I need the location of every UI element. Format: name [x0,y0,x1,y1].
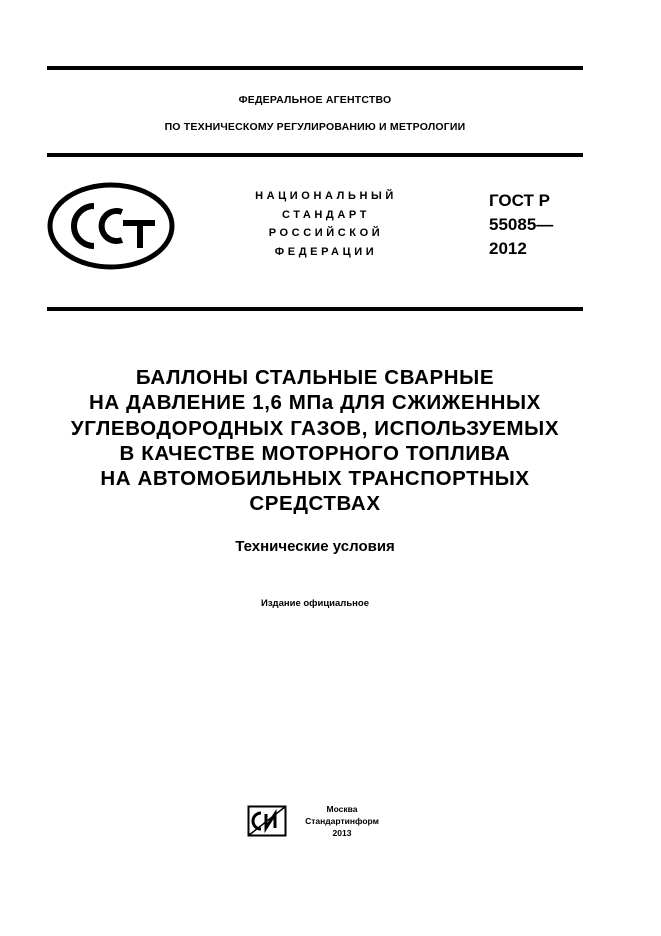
title-line: НА АВТОМОБИЛЬНЫХ ТРАНСПОРТНЫХ [100,467,530,491]
edition-note: Издание официальное [261,598,369,609]
standartinform-logo-icon [247,805,287,837]
standard-line: СТАНДАРТ [281,208,371,221]
title-line: УГЛЕВОДОРОДНЫХ ГАЗОВ, ИСПОЛЬЗУЕМЫХ [70,416,560,440]
document-title [60,365,570,517]
middle-rule [47,153,583,157]
gost-prefix: ГОСТ Р [489,191,550,210]
agency-subtitle: ПО ТЕХНИЧЕСКОМУ РЕГУЛИРОВАНИЮ И МЕТРОЛОГИИ [164,121,466,133]
publisher-city: Москва [326,804,358,814]
top-rule [47,66,583,70]
gost-year: 2012 [489,239,527,258]
title-line: СРЕДСТВАХ [249,492,381,516]
rst-emblem-icon [47,182,175,270]
federation-line: ФЕДЕРАЦИИ [274,245,378,258]
publisher-year: 2013 [332,828,352,838]
russian-line: РОССИЙСКОЙ [268,227,384,239]
document-subtitle: Технические условия [235,538,395,555]
national-line: НАЦИОНАЛЬНЫЙ [255,190,397,202]
title-line: НА ДАВЛЕНИЕ 1,6 МПа ДЛЯ СЖИЖЕННЫХ [89,391,541,415]
gost-code: 55085— [489,215,554,234]
title-line: БАЛЛОНЫ СТАЛЬНЫЕ СВАРНЫЕ [135,366,495,389]
national-standard-label [228,187,424,261]
publisher-name: Стандартинформ [305,816,379,826]
title-line: В КАЧЕСТВЕ МОТОРНОГО ТОПЛИВА [119,441,511,465]
publisher-info [292,803,392,839]
bottom-rule [47,307,583,311]
gost-number [489,189,553,261]
agency-name: ФЕДЕРАЛЬНОЕ АГЕНТСТВО [238,94,392,106]
